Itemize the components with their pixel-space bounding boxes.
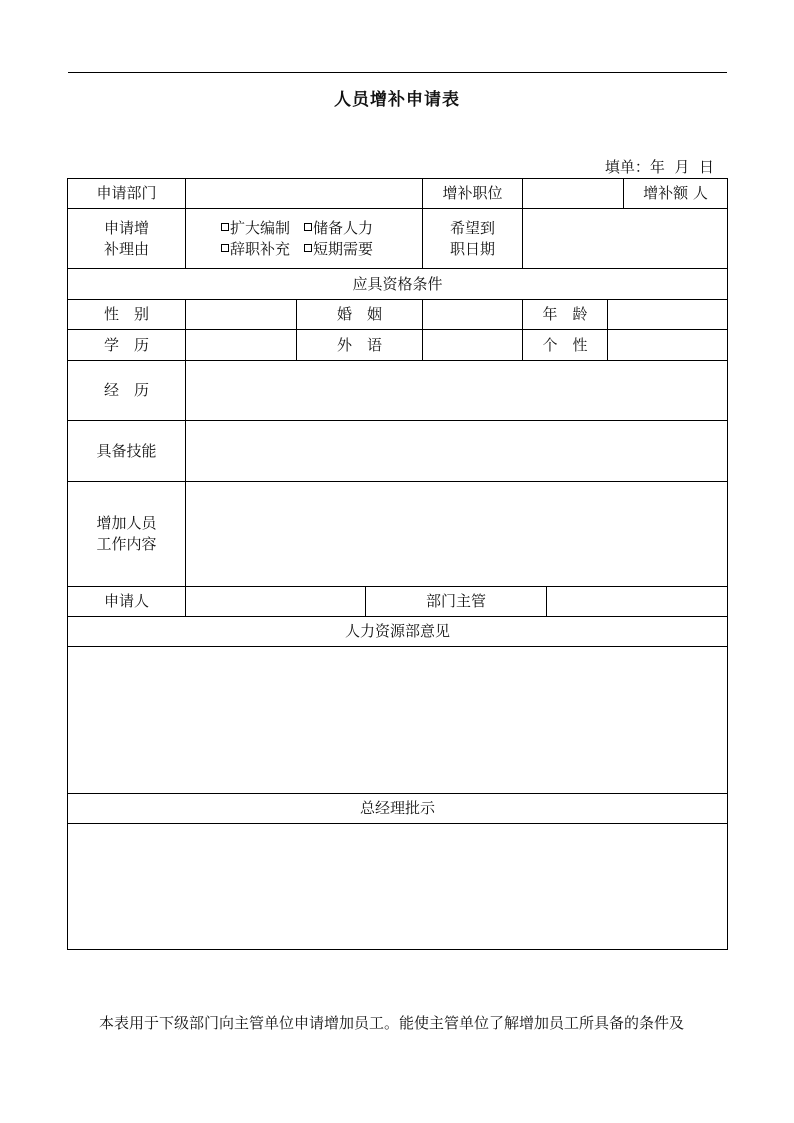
checkbox-icon[interactable]: [221, 244, 229, 252]
personality-field[interactable]: [608, 330, 728, 361]
checkbox-icon[interactable]: [304, 223, 312, 231]
skills-label: 具备技能: [68, 421, 186, 482]
position-label: 增补职位: [423, 179, 523, 209]
reason-label: [68, 209, 186, 269]
duties-label-line2: 工作内容: [96, 535, 157, 553]
applicant-field[interactable]: [186, 587, 366, 617]
age-field[interactable]: [608, 300, 728, 330]
personality-label: 个 性: [523, 330, 608, 361]
footnote: 本表用于下级部门向主管单位申请增加员工。能使主管单位了解增加员工所具备的条件及: [99, 1014, 685, 1032]
reason-option-expand[interactable]: [221, 218, 290, 239]
language-label: 外 语: [297, 330, 423, 361]
gm-approval-header: 总经理批示: [68, 794, 728, 824]
request-form-table: [67, 178, 728, 950]
reason-label-line2: 补理由: [103, 239, 149, 258]
duties-field[interactable]: [186, 482, 728, 587]
expected-date-label-line2: 职日期: [450, 239, 496, 258]
manager-label: 部门主管: [366, 587, 547, 617]
reason-option-label: 扩大编制: [229, 218, 290, 237]
marriage-field[interactable]: [423, 300, 523, 330]
expected-date-label: [423, 209, 523, 269]
quota-field[interactable]: 增补额 人: [624, 179, 728, 209]
fill-date-label: 填单：年 月 日: [604, 158, 714, 176]
gm-approval-field[interactable]: [68, 824, 728, 950]
dept-field[interactable]: [186, 179, 423, 209]
page-title: 人员增补申请表: [334, 90, 460, 110]
reason-option-label: 储备人力: [313, 218, 374, 237]
expected-date-field[interactable]: [523, 209, 728, 269]
language-field[interactable]: [423, 330, 523, 361]
top-rule: [68, 72, 727, 73]
reason-option-reserve[interactable]: [304, 218, 373, 239]
experience-field[interactable]: [186, 361, 728, 421]
duties-label-line1: 增加人员: [96, 514, 157, 532]
expected-date-label-line1: 希望到: [450, 218, 496, 237]
reason-option-label: 短期需要: [313, 239, 374, 258]
gender-field[interactable]: [186, 300, 297, 330]
reason-label-line1: 申请增: [103, 218, 149, 237]
education-label: 学 历: [68, 330, 186, 361]
marriage-label: 婚 姻: [297, 300, 423, 330]
reason-option-resignation[interactable]: [221, 239, 290, 260]
dept-label: 申请部门: [68, 179, 186, 209]
hr-opinion-header: 人力资源部意见: [68, 617, 728, 647]
checkbox-icon[interactable]: [221, 223, 229, 231]
experience-label: 经 历: [68, 361, 186, 421]
position-field[interactable]: [523, 179, 624, 209]
reason-options: [186, 209, 423, 269]
age-label: 年 龄: [523, 300, 608, 330]
manager-field[interactable]: [547, 587, 728, 617]
education-field[interactable]: [186, 330, 297, 361]
skills-field[interactable]: [186, 421, 728, 482]
applicant-label: 申请人: [68, 587, 186, 617]
checkbox-icon[interactable]: [304, 244, 312, 252]
hr-opinion-field[interactable]: [68, 647, 728, 794]
duties-label: [68, 482, 186, 587]
qualifications-header: 应具资格条件: [68, 269, 728, 300]
gender-label: 性 别: [68, 300, 186, 330]
reason-option-short-term[interactable]: [304, 239, 373, 260]
reason-option-label: 辞职补充: [229, 239, 290, 258]
